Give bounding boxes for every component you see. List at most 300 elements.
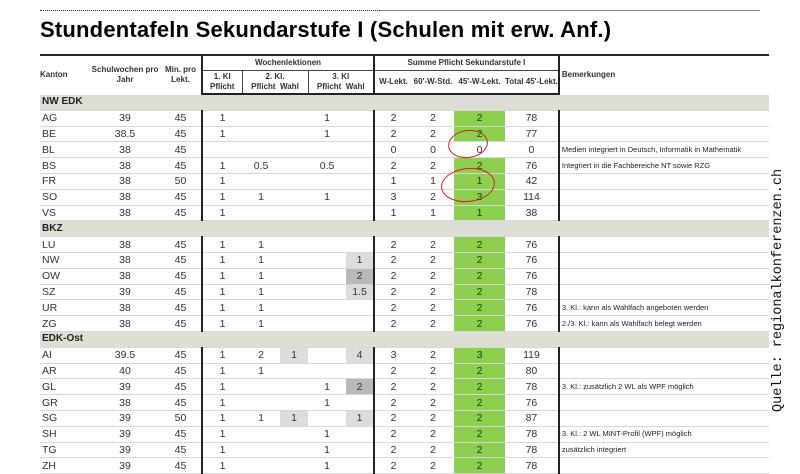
col-group-wochenlektionen: Wochenlektionen — [202, 55, 374, 71]
cell-3kl-pflicht — [308, 142, 346, 158]
cell-bemerkungen: 2./3. Kl.: kann als Wahlfach belegt werden — [559, 316, 769, 332]
cell-45-w-lekt: 2 — [454, 410, 505, 426]
cell-schulwochen: 38 — [90, 205, 160, 221]
cell-60-w-std: 2 — [412, 316, 454, 332]
table-row — [40, 142, 769, 158]
cell-2kl-pflicht — [242, 205, 280, 221]
cell-total-45-lekt: 78 — [505, 458, 559, 474]
cell-1kl-pflicht: 1 — [202, 395, 242, 411]
cell-min-pro-lekt: 45 — [160, 205, 202, 221]
cell-bemerkungen — [559, 252, 769, 268]
cell-45-w-lekt: 2 — [454, 126, 505, 142]
cell-45-w-lekt: 3 — [454, 189, 505, 205]
cell-2kl-pflicht: 1 — [242, 252, 280, 268]
col-w-lekt: W-Lekt. — [374, 71, 412, 95]
cell-total-45-lekt: 78 — [505, 110, 559, 126]
cell-total-45-lekt: 42 — [505, 173, 559, 189]
cell-60-w-std: 2 — [412, 395, 454, 411]
cell-total-45-lekt: 76 — [505, 252, 559, 268]
cell-total-45-lekt: 0 — [505, 142, 559, 158]
cell-2kl-pflicht — [242, 458, 280, 474]
cell-kanton: NW — [40, 252, 90, 268]
cell-schulwochen: 39 — [90, 379, 160, 395]
cell-schulwochen: 38 — [90, 237, 160, 253]
group-header-row — [40, 331, 769, 347]
cell-1kl-pflicht: 1 — [202, 173, 242, 189]
cell-60-w-std: 2 — [412, 284, 454, 300]
cell-2kl-wahl — [280, 284, 308, 300]
cell-3kl-wahl: 1.5 — [346, 284, 374, 300]
cell-kanton: BS — [40, 158, 90, 174]
cell-kanton: ZH — [40, 458, 90, 474]
cell-schulwochen: 38 — [90, 173, 160, 189]
cell-1kl-pflicht: 1 — [202, 252, 242, 268]
cell-3kl-pflicht: 1 — [308, 442, 346, 458]
cell-3kl-pflicht — [308, 252, 346, 268]
cell-2kl-wahl — [280, 363, 308, 379]
cell-total-45-lekt: 119 — [505, 347, 559, 363]
cell-60-w-std: 1 — [412, 205, 454, 221]
cell-60-w-std: 2 — [412, 189, 454, 205]
stundentafel-table — [40, 54, 769, 474]
table-row — [40, 458, 769, 474]
cell-2kl-pflicht: 1 — [242, 189, 280, 205]
cell-2kl-wahl — [280, 426, 308, 442]
cell-60-w-std: 2 — [412, 252, 454, 268]
cell-w-lekt: 2 — [374, 268, 412, 284]
cell-min-pro-lekt: 45 — [160, 268, 202, 284]
cell-total-45-lekt: 76 — [505, 316, 559, 332]
cell-schulwochen: 38 — [90, 189, 160, 205]
cell-min-pro-lekt: 45 — [160, 347, 202, 363]
cell-2kl-wahl: 1 — [280, 347, 308, 363]
cell-3kl-wahl — [346, 363, 374, 379]
col-bemerkungen: Bemerkungen — [559, 55, 769, 94]
cell-45-w-lekt: 0 — [454, 142, 505, 158]
source-note: Quelle: regionalkonferenzen.ch — [771, 168, 786, 412]
cell-1kl-pflicht: 1 — [202, 189, 242, 205]
cell-total-45-lekt: 78 — [505, 379, 559, 395]
cell-schulwochen: 39 — [90, 426, 160, 442]
cell-schulwochen: 38 — [90, 158, 160, 174]
cell-total-45-lekt: 78 — [505, 284, 559, 300]
cell-bemerkungen: zusätzlich integriert — [559, 442, 769, 458]
cell-2kl-pflicht: 1 — [242, 284, 280, 300]
cell-2kl-pflicht: 1 — [242, 237, 280, 253]
cell-2kl-pflicht: 1 — [242, 363, 280, 379]
cell-1kl-pflicht — [202, 142, 242, 158]
cell-1kl-pflicht: 1 — [202, 205, 242, 221]
cell-bemerkungen — [559, 237, 769, 253]
cell-2kl-pflicht: 2 — [242, 347, 280, 363]
cell-3kl-pflicht — [308, 347, 346, 363]
cell-bemerkungen: Medien integriert in Deutsch, Informatik in Mathematik — [559, 142, 769, 158]
cell-3kl-pflicht: 1 — [308, 110, 346, 126]
table-row — [40, 126, 769, 142]
col-45-w-lekt: 45'-W-Lekt. — [454, 71, 505, 95]
cell-60-w-std: 2 — [412, 426, 454, 442]
top-solid-rule — [380, 10, 760, 11]
cell-w-lekt: 2 — [374, 252, 412, 268]
cell-3kl-pflicht: 1 — [308, 458, 346, 474]
cell-3kl-wahl — [346, 300, 374, 316]
cell-3kl-pflicht — [308, 205, 346, 221]
cell-3kl-wahl — [346, 142, 374, 158]
group-header-row — [40, 221, 769, 237]
cell-3kl-wahl — [346, 395, 374, 411]
cell-60-w-std: 2 — [412, 410, 454, 426]
cell-schulwochen: 38 — [90, 252, 160, 268]
cell-schulwochen: 39 — [90, 442, 160, 458]
cell-1kl-pflicht: 1 — [202, 363, 242, 379]
cell-total-45-lekt: 76 — [505, 158, 559, 174]
cell-1kl-pflicht: 1 — [202, 158, 242, 174]
table-row — [40, 395, 769, 411]
top-dotted-rule — [40, 10, 380, 11]
cell-bemerkungen: 3. Kl.: zusätzlich 2 WL als WPF möglich — [559, 379, 769, 395]
cell-w-lekt: 3 — [374, 347, 412, 363]
col-3kl: 3. Kl Pflicht Wahl — [308, 71, 374, 95]
cell-min-pro-lekt: 45 — [160, 426, 202, 442]
cell-2kl-wahl — [280, 268, 308, 284]
cell-2kl-wahl — [280, 205, 308, 221]
cell-1kl-pflicht: 1 — [202, 426, 242, 442]
table-row — [40, 300, 769, 316]
cell-schulwochen: 40 — [90, 363, 160, 379]
cell-3kl-pflicht — [308, 316, 346, 332]
col-schulwochen: Schulwochen pro Jahr — [90, 55, 160, 94]
cell-schulwochen: 39 — [90, 110, 160, 126]
cell-w-lekt: 1 — [374, 205, 412, 221]
cell-2kl-wahl — [280, 300, 308, 316]
cell-w-lekt: 2 — [374, 363, 412, 379]
cell-2kl-wahl: 1 — [280, 410, 308, 426]
col-group-summe: Summe Pflicht Sekundarstufe I — [374, 55, 559, 71]
cell-kanton: AR — [40, 363, 90, 379]
cell-45-w-lekt: 2 — [454, 458, 505, 474]
cell-2kl-wahl — [280, 458, 308, 474]
cell-3kl-pflicht — [308, 300, 346, 316]
cell-w-lekt: 2 — [374, 458, 412, 474]
cell-1kl-pflicht: 1 — [202, 126, 242, 142]
table-row — [40, 426, 769, 442]
cell-w-lekt: 3 — [374, 189, 412, 205]
cell-min-pro-lekt: 45 — [160, 110, 202, 126]
cell-bemerkungen — [559, 110, 769, 126]
cell-2kl-wahl — [280, 237, 308, 253]
cell-w-lekt: 2 — [374, 110, 412, 126]
cell-2kl-pflicht: 1 — [242, 268, 280, 284]
cell-2kl-wahl — [280, 158, 308, 174]
cell-45-w-lekt: 2 — [454, 158, 505, 174]
cell-2kl-pflicht — [242, 110, 280, 126]
cell-2kl-wahl — [280, 316, 308, 332]
table-row — [40, 410, 769, 426]
cell-bemerkungen — [559, 173, 769, 189]
table-row — [40, 205, 769, 221]
cell-45-w-lekt: 2 — [454, 442, 505, 458]
table-row — [40, 268, 769, 284]
cell-3kl-wahl — [346, 458, 374, 474]
cell-3kl-pflicht: 1 — [308, 379, 346, 395]
cell-2kl-pflicht — [242, 395, 280, 411]
cell-3kl-pflicht: 1 — [308, 395, 346, 411]
cell-3kl-pflicht: 1 — [308, 426, 346, 442]
cell-total-45-lekt: 76 — [505, 395, 559, 411]
cell-60-w-std: 2 — [412, 110, 454, 126]
cell-total-45-lekt: 114 — [505, 189, 559, 205]
cell-2kl-wahl — [280, 395, 308, 411]
cell-min-pro-lekt: 45 — [160, 284, 202, 300]
cell-bemerkungen: Integriert in die Fachbereiche NT sowie RZG — [559, 158, 769, 174]
table-row — [40, 347, 769, 363]
cell-45-w-lekt: 2 — [454, 426, 505, 442]
cell-1kl-pflicht: 1 — [202, 316, 242, 332]
cell-w-lekt: 0 — [374, 142, 412, 158]
cell-45-w-lekt: 3 — [454, 347, 505, 363]
table-row — [40, 158, 769, 174]
cell-w-lekt: 2 — [374, 410, 412, 426]
cell-schulwochen: 39 — [90, 284, 160, 300]
cell-kanton: GL — [40, 379, 90, 395]
col-min-pro-lekt: Min. pro Lekt. — [160, 55, 202, 94]
cell-schulwochen: 38 — [90, 316, 160, 332]
table-row — [40, 379, 769, 395]
cell-min-pro-lekt: 45 — [160, 379, 202, 395]
cell-2kl-wahl — [280, 110, 308, 126]
cell-schulwochen: 39 — [90, 458, 160, 474]
cell-min-pro-lekt: 45 — [160, 237, 202, 253]
cell-1kl-pflicht: 1 — [202, 268, 242, 284]
cell-bemerkungen — [559, 458, 769, 474]
cell-kanton: SG — [40, 410, 90, 426]
cell-2kl-wahl — [280, 189, 308, 205]
cell-45-w-lekt: 2 — [454, 379, 505, 395]
cell-3kl-wahl — [346, 158, 374, 174]
cell-60-w-std: 2 — [412, 442, 454, 458]
cell-total-45-lekt: 76 — [505, 268, 559, 284]
cell-kanton: SZ — [40, 284, 90, 300]
cell-kanton: SO — [40, 189, 90, 205]
cell-min-pro-lekt: 45 — [160, 316, 202, 332]
group-name: BKZ — [40, 221, 769, 237]
cell-1kl-pflicht: 1 — [202, 284, 242, 300]
cell-total-45-lekt: 76 — [505, 237, 559, 253]
cell-bemerkungen — [559, 347, 769, 363]
cell-3kl-wahl — [346, 316, 374, 332]
cell-bemerkungen: 3. Kl.: 2 WL MINT-Profil (WPF) möglich — [559, 426, 769, 442]
group-name: EDK-Ost — [40, 331, 769, 347]
cell-2kl-wahl — [280, 142, 308, 158]
cell-w-lekt: 2 — [374, 300, 412, 316]
cell-3kl-pflicht: 0.5 — [308, 158, 346, 174]
cell-1kl-pflicht: 1 — [202, 442, 242, 458]
cell-kanton: VS — [40, 205, 90, 221]
cell-total-45-lekt: 78 — [505, 426, 559, 442]
cell-45-w-lekt: 2 — [454, 268, 505, 284]
cell-bemerkungen — [559, 410, 769, 426]
table-row — [40, 189, 769, 205]
cell-w-lekt: 2 — [374, 395, 412, 411]
cell-bemerkungen — [559, 363, 769, 379]
cell-1kl-pflicht: 1 — [202, 237, 242, 253]
cell-3kl-wahl: 1 — [346, 252, 374, 268]
cell-1kl-pflicht: 1 — [202, 410, 242, 426]
cell-2kl-wahl — [280, 379, 308, 395]
cell-min-pro-lekt: 45 — [160, 458, 202, 474]
cell-60-w-std: 2 — [412, 379, 454, 395]
cell-schulwochen: 38 — [90, 268, 160, 284]
cell-total-45-lekt: 80 — [505, 363, 559, 379]
cell-3kl-wahl — [346, 126, 374, 142]
cell-kanton: UR — [40, 300, 90, 316]
col-total-45-lekt: Total 45'-Lekt. — [505, 71, 559, 95]
cell-total-45-lekt: 78 — [505, 442, 559, 458]
cell-3kl-pflicht: 1 — [308, 126, 346, 142]
cell-min-pro-lekt: 45 — [160, 142, 202, 158]
cell-2kl-pflicht — [242, 173, 280, 189]
cell-1kl-pflicht: 1 — [202, 347, 242, 363]
cell-45-w-lekt: 2 — [454, 252, 505, 268]
cell-min-pro-lekt: 45 — [160, 189, 202, 205]
cell-kanton: ZG — [40, 316, 90, 332]
cell-60-w-std: 2 — [412, 347, 454, 363]
cell-3kl-wahl: 1 — [346, 410, 374, 426]
cell-60-w-std: 2 — [412, 126, 454, 142]
cell-w-lekt: 2 — [374, 316, 412, 332]
cell-2kl-pflicht: 0.5 — [242, 158, 280, 174]
table-row — [40, 110, 769, 126]
cell-3kl-wahl — [346, 189, 374, 205]
cell-w-lekt: 2 — [374, 126, 412, 142]
cell-2kl-pflicht: 1 — [242, 300, 280, 316]
cell-kanton: AI — [40, 347, 90, 363]
cell-45-w-lekt: 2 — [454, 300, 505, 316]
cell-60-w-std: 0 — [412, 142, 454, 158]
cell-1kl-pflicht: 1 — [202, 110, 242, 126]
col-2kl: 2. Kl. Pflicht Wahl — [242, 71, 308, 95]
cell-kanton: AG — [40, 110, 90, 126]
table-row — [40, 237, 769, 253]
cell-kanton: FR — [40, 173, 90, 189]
cell-bemerkungen — [559, 395, 769, 411]
cell-2kl-pflicht — [242, 142, 280, 158]
cell-total-45-lekt: 38 — [505, 205, 559, 221]
cell-60-w-std: 2 — [412, 458, 454, 474]
cell-w-lekt: 2 — [374, 426, 412, 442]
cell-2kl-pflicht: 1 — [242, 316, 280, 332]
cell-bemerkungen — [559, 126, 769, 142]
cell-45-w-lekt: 1 — [454, 173, 505, 189]
cell-1kl-pflicht: 1 — [202, 379, 242, 395]
cell-45-w-lekt: 2 — [454, 395, 505, 411]
cell-3kl-pflicht — [308, 284, 346, 300]
cell-w-lekt: 2 — [374, 158, 412, 174]
cell-3kl-wahl: 2 — [346, 268, 374, 284]
cell-kanton: SH — [40, 426, 90, 442]
table-row — [40, 316, 769, 332]
cell-bemerkungen — [559, 268, 769, 284]
cell-3kl-wahl: 2 — [346, 379, 374, 395]
cell-w-lekt: 1 — [374, 173, 412, 189]
table-row — [40, 173, 769, 189]
page-title: Stundentafeln Sekundarstufe I (Schulen mit erw. Anf.) — [40, 17, 612, 42]
cell-bemerkungen: 3. Kl.: kann als Wahlfach angeboten werden — [559, 300, 769, 316]
cell-w-lekt: 2 — [374, 379, 412, 395]
table-row — [40, 252, 769, 268]
cell-45-w-lekt: 2 — [454, 237, 505, 253]
cell-bemerkungen — [559, 189, 769, 205]
cell-min-pro-lekt: 50 — [160, 173, 202, 189]
cell-2kl-wahl — [280, 252, 308, 268]
cell-3kl-pflicht — [308, 363, 346, 379]
col-1kl-pflicht: 1. Kl Pflicht — [202, 71, 242, 95]
cell-kanton: BL — [40, 142, 90, 158]
cell-45-w-lekt: 2 — [454, 363, 505, 379]
cell-w-lekt: 2 — [374, 442, 412, 458]
cell-2kl-pflicht — [242, 379, 280, 395]
cell-min-pro-lekt: 45 — [160, 158, 202, 174]
cell-schulwochen: 38 — [90, 142, 160, 158]
cell-60-w-std: 2 — [412, 363, 454, 379]
cell-schulwochen: 39 — [90, 410, 160, 426]
cell-1kl-pflicht: 1 — [202, 458, 242, 474]
cell-3kl-wahl — [346, 173, 374, 189]
table-row — [40, 284, 769, 300]
cell-min-pro-lekt: 45 — [160, 126, 202, 142]
cell-w-lekt: 2 — [374, 284, 412, 300]
cell-w-lekt: 2 — [374, 237, 412, 253]
cell-3kl-pflicht — [308, 237, 346, 253]
cell-3kl-wahl — [346, 205, 374, 221]
cell-bemerkungen — [559, 284, 769, 300]
cell-2kl-wahl — [280, 126, 308, 142]
cell-min-pro-lekt: 45 — [160, 442, 202, 458]
cell-kanton: LU — [40, 237, 90, 253]
cell-3kl-wahl — [346, 426, 374, 442]
cell-2kl-pflicht: 1 — [242, 410, 280, 426]
cell-45-w-lekt: 2 — [454, 110, 505, 126]
cell-bemerkungen — [559, 205, 769, 221]
cell-schulwochen: 38.5 — [90, 126, 160, 142]
cell-schulwochen: 39.5 — [90, 347, 160, 363]
cell-kanton: TG — [40, 442, 90, 458]
cell-60-w-std: 2 — [412, 268, 454, 284]
cell-45-w-lekt: 2 — [454, 284, 505, 300]
cell-60-w-std: 2 — [412, 158, 454, 174]
cell-1kl-pflicht: 1 — [202, 300, 242, 316]
cell-60-w-std: 2 — [412, 237, 454, 253]
table-row — [40, 363, 769, 379]
cell-3kl-wahl: 4 — [346, 347, 374, 363]
col-kanton: Kanton — [40, 55, 90, 94]
cell-3kl-wahl — [346, 237, 374, 253]
cell-kanton: GR — [40, 395, 90, 411]
cell-45-w-lekt: 1 — [454, 205, 505, 221]
cell-min-pro-lekt: 45 — [160, 395, 202, 411]
cell-3kl-pflicht — [308, 173, 346, 189]
cell-3kl-wahl — [346, 110, 374, 126]
cell-3kl-pflicht — [308, 410, 346, 426]
cell-45-w-lekt: 2 — [454, 316, 505, 332]
cell-2kl-pflicht — [242, 126, 280, 142]
cell-min-pro-lekt: 45 — [160, 252, 202, 268]
cell-min-pro-lekt: 50 — [160, 410, 202, 426]
cell-total-45-lekt: 87 — [505, 410, 559, 426]
cell-schulwochen: 38 — [90, 300, 160, 316]
group-name: NW EDK — [40, 94, 769, 110]
cell-kanton: BE — [40, 126, 90, 142]
